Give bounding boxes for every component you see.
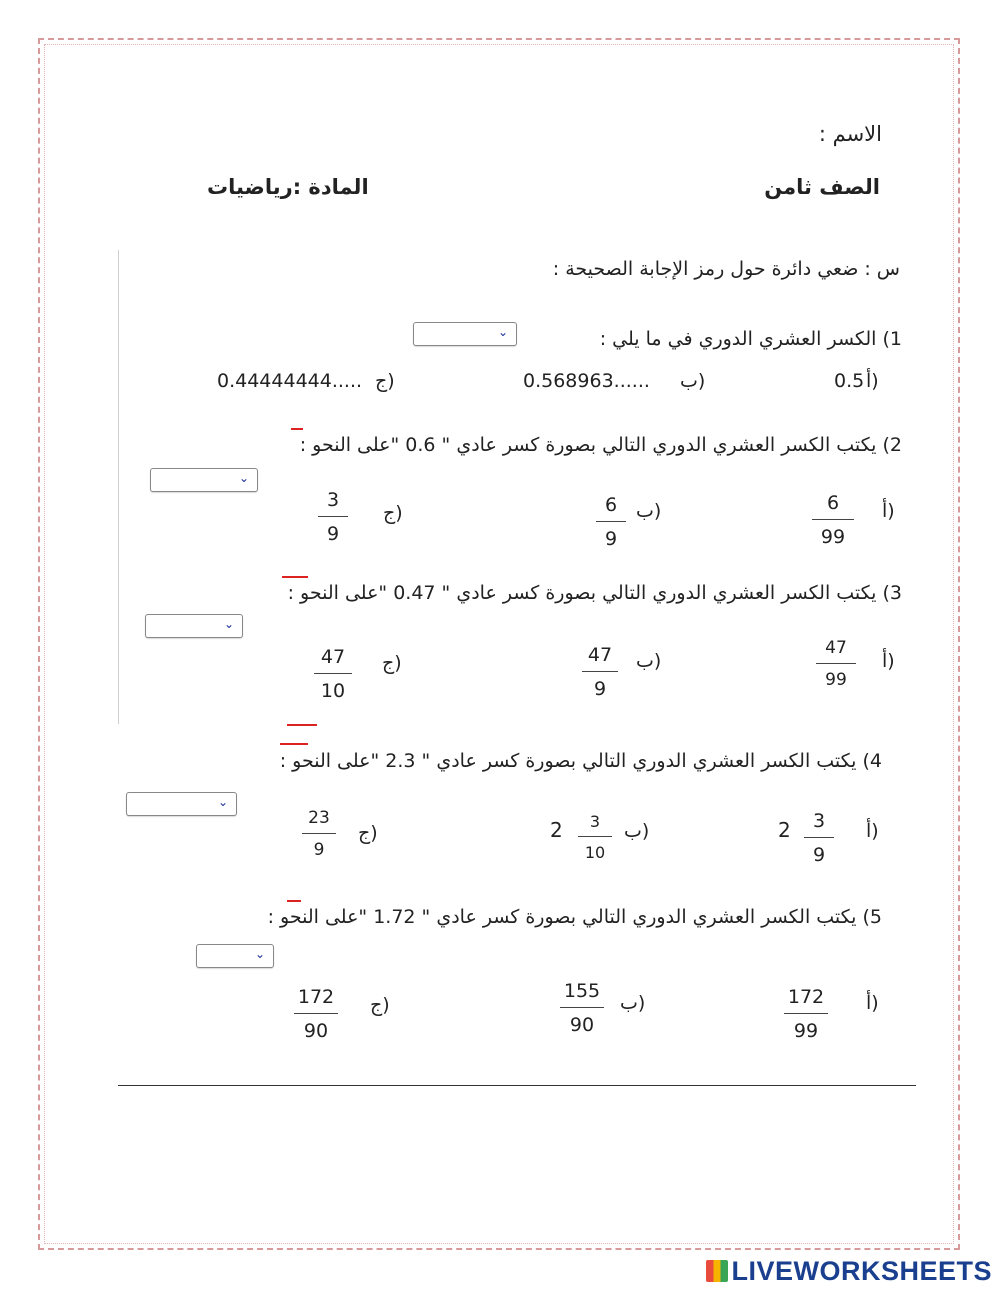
instruction: س : ضعي دائرة حول رمز الإجابة الصحيحة : [552,258,900,280]
question-2-text: 2) يكتب الكسر العشري الدوري التالي بصورة كسر عادي " 0.6 "على النحو : [299,434,902,456]
denominator: 9 [604,528,618,550]
numerator: 47 [825,638,847,658]
denominator: 9 [593,678,607,700]
q5-option-c-fraction [294,986,338,1042]
q5-option-a-letter: أ) [866,992,879,1014]
q1-option-c-letter: ج) [375,370,395,392]
q1-option-a-value: 0.5 [834,370,865,392]
q1-option-c-value: 0.44444444..... [217,370,363,392]
q2-option-b-fraction [596,494,626,550]
liveworksheets-logo[interactable] [706,1256,992,1287]
denominator: 99 [820,526,846,548]
numerator: 6 [826,492,840,514]
q4-option-a-letter: أ) [866,820,879,842]
denominator: 10 [584,843,606,862]
denominator: 99 [825,670,847,690]
q4-option-b-fraction [578,812,612,862]
numerator: 3 [589,812,601,831]
numerator: 155 [563,980,601,1002]
q3-option-a-fraction [816,638,856,690]
q4-option-a-whole: 2 [778,818,791,842]
q3-option-b-letter: ب) [636,650,662,672]
q4-option-c-fraction [302,808,336,860]
chevron-down-icon: ⌄ [497,325,508,339]
q4-option-b-letter: ب) [624,820,650,842]
denominator: 10 [320,680,346,702]
numerator: 3 [326,489,340,511]
q2-option-b-letter: ب) [636,500,662,522]
denominator: 9 [326,523,340,545]
q5-option-c-letter: ج) [370,994,390,1016]
q2-option-c-letter: ج) [383,502,403,524]
logo-icon [706,1260,728,1282]
question-3-dropdown[interactable] [145,614,243,638]
question-5-text: 5) يكتب الكسر العشري الدوري التالي بصورة كسر عادي " 1.72 "على النحو : [267,906,882,928]
q4-marker [287,724,317,726]
question-1-dropdown[interactable] [413,322,517,346]
denominator: 9 [313,840,325,860]
q1-option-a-letter: أ) [866,370,879,392]
q5-repeat-bar [287,900,301,902]
q3-option-c-letter: ج) [382,652,402,674]
numerator: 172 [297,986,335,1008]
logo-text: LIVEWORKSHEETS [731,1256,992,1286]
margin-line [118,250,119,724]
chevron-down-icon: ⌄ [238,471,249,485]
question-5-dropdown[interactable] [196,944,274,968]
numerator: 47 [587,644,613,666]
q4-repeat-bar [280,743,308,745]
q5-option-a-fraction [784,986,828,1042]
chevron-down-icon: ⌄ [217,795,228,809]
name-label: الاسم : [818,122,882,146]
q1-option-b-value: 0.568963...... [523,370,650,392]
chevron-down-icon: ⌄ [223,617,234,631]
question-4-dropdown[interactable] [126,792,237,816]
q5-option-b-letter: ب) [620,992,646,1014]
q3-repeat-bar [282,576,308,578]
q3-option-b-fraction [582,644,618,700]
question-2-dropdown[interactable] [150,468,258,492]
q2-option-c-fraction [318,489,348,545]
denominator: 99 [793,1020,819,1042]
denominator: 90 [569,1014,595,1036]
denominator: 90 [303,1020,329,1042]
numerator: 6 [604,494,618,516]
q4-option-c-letter: ج) [358,822,378,844]
q2-repeat-bar [291,428,303,430]
numerator: 47 [320,646,346,668]
q5-option-b-fraction [560,980,604,1036]
q3-option-c-fraction [314,646,352,702]
q2-option-a-fraction [812,492,854,548]
chevron-down-icon: ⌄ [254,947,265,961]
q4-option-a-fraction [804,810,834,866]
q2-option-a-letter: أ) [882,500,895,522]
q3-option-a-letter: أ) [882,650,895,672]
subject-label: المادة :رياضيات [207,175,369,199]
grade-label: الصف ثامن [764,175,880,199]
numerator: 3 [812,810,826,832]
q4-option-b-whole: 2 [550,818,563,842]
bottom-rule [118,1085,916,1086]
denominator: 9 [812,844,826,866]
numerator: 23 [308,808,330,828]
question-4-text: 4) يكتب الكسر العشري الدوري التالي بصورة كسر عادي " 2.3 "على النحو : [279,750,882,772]
q1-option-b-letter: ب) [680,370,706,392]
question-1-text: 1) الكسر العشري الدوري في ما يلي : [599,328,902,350]
numerator: 172 [787,986,825,1008]
question-3-text: 3) يكتب الكسر العشري الدوري التالي بصورة كسر عادي " 0.47 "على النحو : [287,582,902,604]
